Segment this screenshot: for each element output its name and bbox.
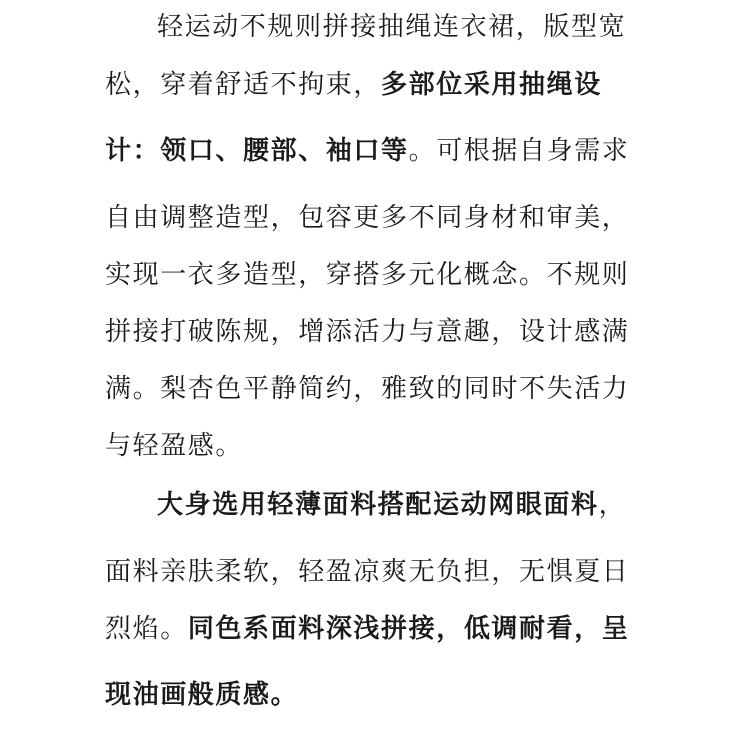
paragraph-2-line-2 — [105, 557, 629, 587]
paragraph-1-line-7 — [105, 374, 629, 404]
paragraph-1-line-4 — [105, 203, 629, 233]
text-segment: 拼接打破陈规，增添活力与意趣，设计感满 — [105, 317, 630, 347]
bold-text-segment: 现油画般质感。 — [105, 680, 299, 710]
paragraph-1-line-2 — [105, 70, 602, 100]
paragraph-2-line-3 — [105, 614, 629, 644]
paragraph-1-line-8 — [105, 431, 243, 461]
paragraph-1-line-5 — [105, 260, 629, 290]
text-segment: 松，穿着舒适不拘束， — [105, 70, 382, 100]
text-segment: 与轻盈感。 — [105, 431, 244, 461]
paragraph-1-line-1 — [157, 12, 626, 42]
paragraph-1-line-3 — [105, 136, 629, 166]
paragraph-2-line-4 — [105, 680, 298, 710]
text-segment: 轻运动不规则拼接抽绳连衣裙，版型宽 — [157, 12, 627, 42]
bold-text-segment: 大身选用轻薄面料搭配运动网眼面料 — [157, 490, 599, 520]
text-segment: ， — [598, 490, 627, 520]
paragraph-2-line-1 — [157, 490, 626, 520]
bold-text-segment: 多部位采用抽绳设 — [381, 70, 602, 100]
text-segment: 烈焰。 — [105, 614, 188, 644]
text-segment: 面料亲肤柔软，轻盈凉爽无负担，无惧夏日 — [105, 557, 630, 587]
paragraph-1-line-6 — [105, 317, 629, 347]
text-segment: 实现一衣多造型，穿搭多元化概念。不规则 — [105, 260, 630, 290]
bold-text-segment: 计：领口、腰部、袖口等 — [105, 136, 409, 166]
bold-text-segment: 同色系面料深浅拼接，低调耐看，呈 — [187, 614, 630, 644]
text-segment: 自由调整造型，包容更多不同身材和审美， — [105, 203, 630, 233]
text-segment: 满。梨杏色平静简约，雅致的同时不失活力 — [105, 374, 630, 404]
text-segment: 。可根据自身需求 — [408, 136, 630, 166]
